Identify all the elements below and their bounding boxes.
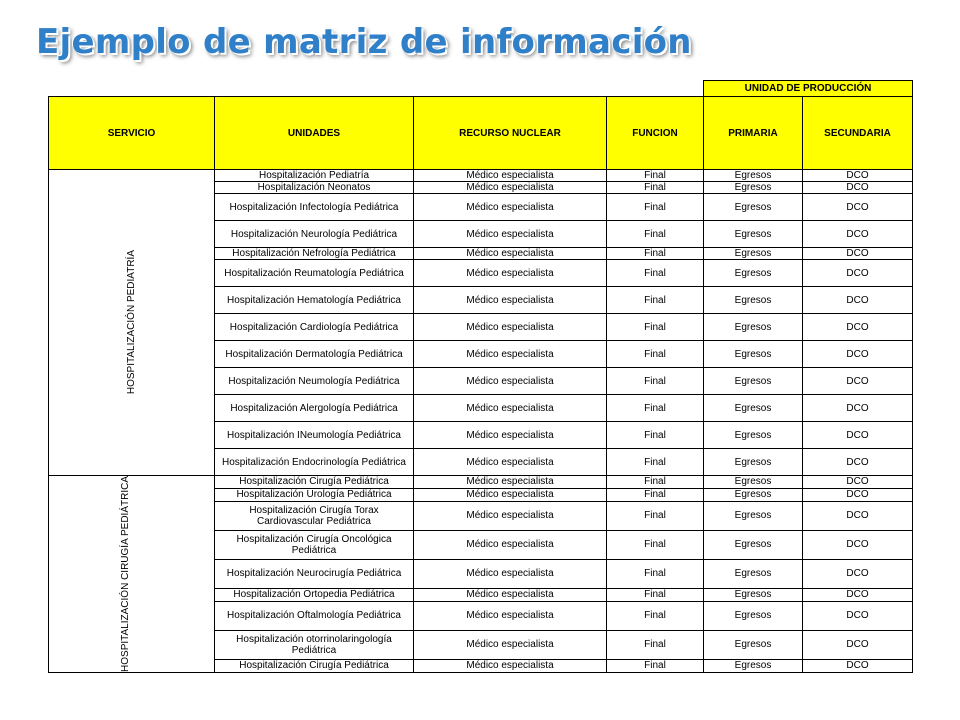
primaria-cell: Egresos — [704, 395, 803, 422]
unidad-cell: Hospitalización Nefrología Pediátrica — [215, 248, 414, 260]
recurso-cell: Médico especialista — [414, 501, 607, 530]
table-row — [49, 476, 913, 489]
recurso-cell: Médico especialista — [414, 287, 607, 314]
secundaria-cell: DCO — [803, 476, 913, 489]
unidad-cell: Hospitalización Oftalmología Pediátrica — [215, 601, 414, 630]
matrix-body — [49, 170, 913, 673]
recurso-cell: Médico especialista — [414, 341, 607, 368]
primaria-cell: Egresos — [704, 341, 803, 368]
unidad-cell: Hospitalización Cirugía Torax Cardiovascular Pediátrica — [215, 501, 414, 530]
header-primaria: PRIMARIA — [704, 97, 803, 170]
funcion-cell: Final — [607, 488, 704, 501]
secundaria-cell: DCO — [803, 260, 913, 287]
funcion-cell: Final — [607, 221, 704, 248]
secundaria-cell: DCO — [803, 248, 913, 260]
funcion-cell: Final — [607, 501, 704, 530]
funcion-cell: Final — [607, 422, 704, 449]
recurso-cell: Médico especialista — [414, 368, 607, 395]
primaria-cell: Egresos — [704, 182, 803, 194]
secundaria-cell: DCO — [803, 221, 913, 248]
funcion-cell: Final — [607, 601, 704, 630]
table-row — [49, 170, 913, 182]
unidad-cell: Hospitalización Infectología Pediátrica — [215, 194, 414, 221]
unidad-cell: Hospitalización Neurología Pediátrica — [215, 221, 414, 248]
header-unidades: UNIDADES — [215, 97, 414, 170]
primaria-cell: Egresos — [704, 248, 803, 260]
header-recurso-nuclear: RECURSO NUCLEAR — [414, 97, 607, 170]
secundaria-cell: DCO — [803, 630, 913, 659]
secundaria-cell: DCO — [803, 182, 913, 194]
funcion-cell: Final — [607, 368, 704, 395]
primaria-cell: Egresos — [704, 314, 803, 341]
header-unidad-produccion: UNIDAD DE PRODUCCIÓN — [704, 81, 913, 97]
secundaria-cell: DCO — [803, 530, 913, 559]
funcion-cell: Final — [607, 630, 704, 659]
unidad-cell: Hospitalización otorrinolaringología Pediátrica — [215, 630, 414, 659]
recurso-cell: Médico especialista — [414, 630, 607, 659]
recurso-cell: Médico especialista — [414, 260, 607, 287]
page-title: Ejemplo de matriz de información — [36, 22, 692, 62]
servicio-label: HOSPITALIZACIÓN PEDIATRÍA — [126, 250, 137, 395]
funcion-cell: Final — [607, 170, 704, 182]
funcion-cell: Final — [607, 588, 704, 601]
primaria-cell: Egresos — [704, 476, 803, 489]
recurso-cell: Médico especialista — [414, 314, 607, 341]
unidad-cell: Hospitalización Ortopedia Pediátrica — [215, 588, 414, 601]
funcion-cell: Final — [607, 287, 704, 314]
primaria-cell: Egresos — [704, 501, 803, 530]
primaria-cell: Egresos — [704, 368, 803, 395]
recurso-cell: Médico especialista — [414, 221, 607, 248]
primaria-cell: Egresos — [704, 260, 803, 287]
primaria-cell: Egresos — [704, 422, 803, 449]
secundaria-cell: DCO — [803, 170, 913, 182]
primaria-cell: Egresos — [704, 194, 803, 221]
secundaria-cell: DCO — [803, 287, 913, 314]
funcion-cell: Final — [607, 476, 704, 489]
secundaria-cell: DCO — [803, 368, 913, 395]
recurso-cell: Médico especialista — [414, 194, 607, 221]
unidad-cell: Hospitalización Cardiología Pediátrica — [215, 314, 414, 341]
secundaria-cell: DCO — [803, 314, 913, 341]
header-secundaria: SECUNDARIA — [803, 97, 913, 170]
primaria-cell: Egresos — [704, 449, 803, 476]
unidad-cell: Hospitalización Alergología Pediátrica — [215, 395, 414, 422]
recurso-cell: Médico especialista — [414, 559, 607, 588]
funcion-cell: Final — [607, 395, 704, 422]
secundaria-cell: DCO — [803, 449, 913, 476]
unidad-cell: Hospitalización Hematología Pediátrica — [215, 287, 414, 314]
funcion-cell: Final — [607, 559, 704, 588]
recurso-cell: Médico especialista — [414, 530, 607, 559]
funcion-cell: Final — [607, 530, 704, 559]
recurso-cell: Médico especialista — [414, 488, 607, 501]
secundaria-cell: DCO — [803, 601, 913, 630]
primaria-cell: Egresos — [704, 488, 803, 501]
servicio-cell — [49, 476, 215, 673]
unidad-cell: Hospitalización INeumología Pediátrica — [215, 422, 414, 449]
unidad-cell: Hospitalización Neurocirugía Pediátrica — [215, 559, 414, 588]
primaria-cell: Egresos — [704, 559, 803, 588]
secundaria-cell: DCO — [803, 659, 913, 672]
servicio-cell — [49, 170, 215, 476]
funcion-cell: Final — [607, 248, 704, 260]
secundaria-cell: DCO — [803, 588, 913, 601]
unidad-cell: Hospitalización Neonatos — [215, 182, 414, 194]
primaria-cell: Egresos — [704, 601, 803, 630]
secundaria-cell: DCO — [803, 395, 913, 422]
header-spacer — [49, 81, 704, 97]
primaria-cell: Egresos — [704, 287, 803, 314]
unidad-cell: Hospitalización Endocrinología Pediátrica — [215, 449, 414, 476]
secundaria-cell: DCO — [803, 488, 913, 501]
unidad-cell: Hospitalización Neumología Pediátrica — [215, 368, 414, 395]
unidad-cell: Hospitalización Dermatología Pediátrica — [215, 341, 414, 368]
unidad-cell: Hospitalización Urología Pediátrica — [215, 488, 414, 501]
secundaria-cell: DCO — [803, 501, 913, 530]
funcion-cell: Final — [607, 260, 704, 287]
funcion-cell: Final — [607, 194, 704, 221]
information-matrix — [48, 80, 913, 673]
recurso-cell: Médico especialista — [414, 588, 607, 601]
primaria-cell: Egresos — [704, 170, 803, 182]
funcion-cell: Final — [607, 449, 704, 476]
unidad-cell: Hospitalización Cirugía Pediátrica — [215, 476, 414, 489]
funcion-cell: Final — [607, 341, 704, 368]
header-funcion: FUNCION — [607, 97, 704, 170]
recurso-cell: Médico especialista — [414, 422, 607, 449]
secundaria-cell: DCO — [803, 559, 913, 588]
recurso-cell: Médico especialista — [414, 476, 607, 489]
funcion-cell: Final — [607, 314, 704, 341]
recurso-cell: Médico especialista — [414, 248, 607, 260]
primaria-cell: Egresos — [704, 659, 803, 672]
recurso-cell: Médico especialista — [414, 170, 607, 182]
servicio-label: HOSPITALIZACIÓN CIRUGÍA PEDIÁTRICA — [119, 476, 131, 672]
funcion-cell: Final — [607, 182, 704, 194]
secundaria-cell: DCO — [803, 341, 913, 368]
header-servicio: SERVICIO — [49, 97, 215, 170]
recurso-cell: Médico especialista — [414, 601, 607, 630]
unidad-cell: Hospitalización Pediatría — [215, 170, 414, 182]
secundaria-cell: DCO — [803, 194, 913, 221]
recurso-cell: Médico especialista — [414, 395, 607, 422]
unidad-cell: Hospitalización Cirugía Oncológica Pediátrica — [215, 530, 414, 559]
primaria-cell: Egresos — [704, 630, 803, 659]
unidad-cell: Hospitalización Cirugía Pediátrica — [215, 659, 414, 672]
unidad-cell: Hospitalización Reumatología Pediátrica — [215, 260, 414, 287]
recurso-cell: Médico especialista — [414, 182, 607, 194]
primaria-cell: Egresos — [704, 221, 803, 248]
primaria-cell: Egresos — [704, 530, 803, 559]
recurso-cell: Médico especialista — [414, 659, 607, 672]
primaria-cell: Egresos — [704, 588, 803, 601]
recurso-cell: Médico especialista — [414, 449, 607, 476]
secundaria-cell: DCO — [803, 422, 913, 449]
funcion-cell: Final — [607, 659, 704, 672]
